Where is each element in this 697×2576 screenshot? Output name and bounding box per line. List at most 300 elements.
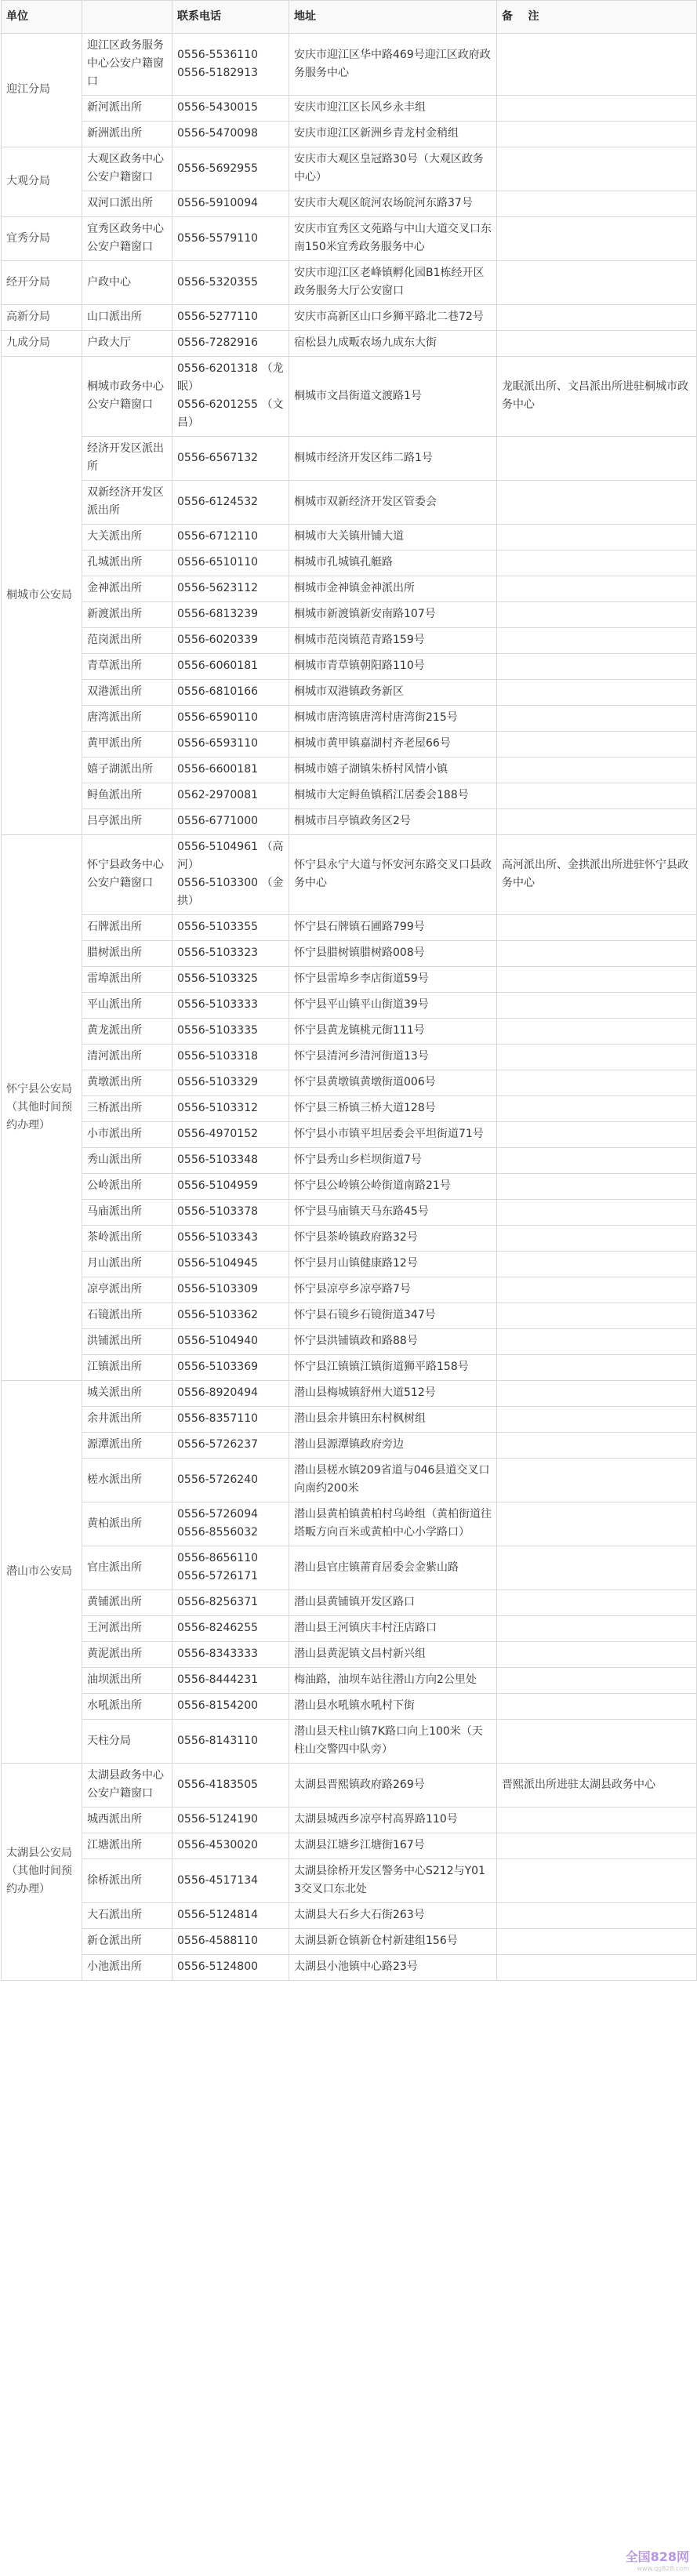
address-cell: 怀宁县马庙镇天马东路45号: [289, 1200, 497, 1226]
station-cell: 双河口派出所: [82, 191, 172, 217]
phone-cell: 0556-5103333: [172, 993, 289, 1019]
station-cell: 经济开发区派出所: [82, 437, 172, 481]
table-row: [2, 1433, 697, 1459]
address-cell: 潜山县水吼镇水吼村下街: [289, 1694, 497, 1720]
station-cell: 马庙派出所: [82, 1200, 172, 1226]
table-row: [2, 1903, 697, 1929]
table-row: [2, 602, 697, 628]
address-cell: 潜山县槎水镇209省道与046县道交叉口向南约200米: [289, 1459, 497, 1502]
address-cell: 安庆市高新区山口乡狮平路北二巷72号: [289, 305, 497, 331]
station-cell: 凉亭派出所: [82, 1277, 172, 1303]
table-row: [2, 1929, 697, 1955]
note-cell-empty: [497, 993, 697, 1019]
address-cell: 潜山县黄柏镇黄柏村乌岭组（黄柏街道往塔畈方向百米或黄柏中心小学路口）: [289, 1502, 497, 1546]
table-row: [2, 1355, 697, 1381]
station-cell: 大关派出所: [82, 525, 172, 550]
table-row: [2, 525, 697, 550]
note-cell-empty: [497, 1122, 697, 1148]
table-row: [2, 783, 697, 809]
phone-cell: 0556-5692955: [172, 147, 289, 191]
note-cell-empty: [497, 1096, 697, 1122]
table-row: [2, 1096, 697, 1122]
table-row: [2, 1277, 697, 1303]
phone-cell: 0556-8656110 0556-5726171: [172, 1546, 289, 1590]
table-row: [2, 1019, 697, 1045]
table-row: [2, 437, 697, 481]
phone-cell: 0556-5103343: [172, 1226, 289, 1252]
phone-cell: 0556-5103369: [172, 1355, 289, 1381]
address-cell: 太湖县新仓镇新仓村新建组156号: [289, 1929, 497, 1955]
station-cell: 城关派出所: [82, 1381, 172, 1407]
table-row: [2, 331, 697, 357]
note-cell-empty: [497, 941, 697, 967]
address-cell: 桐城市大定鲟鱼镇稻江居委会188号: [289, 783, 497, 809]
note-cell: 龙眠派出所、文昌派出所进驻桐城市政务中心: [497, 357, 697, 437]
station-cell: 小市派出所: [82, 1122, 172, 1148]
station-cell: 户政中心: [82, 261, 172, 305]
address-cell: 桐城市唐湾镇唐湾村唐湾街215号: [289, 706, 497, 732]
table-row: [2, 993, 697, 1019]
note-cell-empty: [497, 1642, 697, 1668]
address-cell: 太湖县小池镇中心路23号: [289, 1955, 497, 1981]
table-row: [2, 96, 697, 122]
table-row: [2, 1226, 697, 1252]
phone-cell: 0556-5320355: [172, 261, 289, 305]
station-cell: 清河派出所: [82, 1045, 172, 1070]
unit-cell: 大观分局: [2, 147, 82, 217]
station-cell: 徐桥派出所: [82, 1859, 172, 1903]
table-row: [2, 261, 697, 305]
table-header-row: [2, 1, 697, 34]
station-cell: 新洲派出所: [82, 122, 172, 147]
address-cell: 潜山县黄铺镇开发区路口: [289, 1590, 497, 1616]
phone-cell: 0556-5103323: [172, 941, 289, 967]
table-row: [2, 481, 697, 525]
table-row: [2, 1502, 697, 1546]
note-cell-empty: [497, 1303, 697, 1329]
phone-cell: 0556-5104959: [172, 1174, 289, 1200]
address-cell: 桐城市大关镇卅铺大道: [289, 525, 497, 550]
phone-cell: 0556-5103318: [172, 1045, 289, 1070]
address-cell: 安庆市迎江区老峰镇孵化园B1栋经开区政务服务大厅公安窗口: [289, 261, 497, 305]
station-cell: 三桥派出所: [82, 1096, 172, 1122]
note-cell-empty: [497, 122, 697, 147]
header-station: [82, 1, 172, 34]
address-cell: 怀宁县石牌镇石圃路799号: [289, 915, 497, 941]
station-cell: 余井派出所: [82, 1407, 172, 1433]
note-cell-empty: [497, 437, 697, 481]
table-row: [2, 1616, 697, 1642]
unit-cell: 怀宁县公安局（其他时间预约办理）: [2, 835, 82, 1381]
note-cell-empty: [497, 1070, 697, 1096]
phone-cell: 0556-5103329: [172, 1070, 289, 1096]
station-cell: 天柱分局: [82, 1720, 172, 1764]
address-cell: 潜山县官庄镇莆育居委会金紫山路: [289, 1546, 497, 1590]
unit-cell: 潜山市公安局: [2, 1381, 82, 1764]
address-cell: 潜山县黄泥镇文昌村新兴组: [289, 1642, 497, 1668]
station-cell: 新仓派出所: [82, 1929, 172, 1955]
table-row: [2, 550, 697, 576]
address-cell: 怀宁县平山镇平山街道39号: [289, 993, 497, 1019]
note-cell-empty: [497, 758, 697, 783]
table-row: [2, 1252, 697, 1277]
note-cell-empty: [497, 1668, 697, 1694]
phone-cell: 0556-6813239: [172, 602, 289, 628]
address-cell: 桐城市双新经济开发区管委会: [289, 481, 497, 525]
note-cell-empty: [497, 1833, 697, 1859]
table-row: [2, 576, 697, 602]
note-cell-empty: [497, 217, 697, 261]
note-cell-empty: [497, 1226, 697, 1252]
note-cell-empty: [497, 1546, 697, 1590]
address-cell: 潜山县梅城镇舒州大道512号: [289, 1381, 497, 1407]
note-cell-empty: [497, 525, 697, 550]
table-row: [2, 1642, 697, 1668]
address-cell: 宿松县九成畈农场九成东大街: [289, 331, 497, 357]
station-cell: 洪铺派出所: [82, 1329, 172, 1355]
table-row: [2, 1764, 697, 1808]
table-row: [2, 1859, 697, 1903]
note-cell-empty: [497, 706, 697, 732]
phone-cell: 0556-5103312: [172, 1096, 289, 1122]
station-cell: 双新经济开发区派出所: [82, 481, 172, 525]
address-cell: 桐城市孔城镇孔艇路: [289, 550, 497, 576]
address-cell: 怀宁县黄墩镇黄墩街道006号: [289, 1070, 497, 1096]
note-cell-empty: [497, 967, 697, 993]
table-row: [2, 835, 697, 915]
note-cell-empty: [497, 576, 697, 602]
table-body: [2, 34, 697, 1981]
note-cell-empty: [497, 331, 697, 357]
note-cell-empty: [497, 481, 697, 525]
address-cell: 怀宁县清河乡清河街道13号: [289, 1045, 497, 1070]
note-cell-empty: [497, 1174, 697, 1200]
unit-cell: 高新分局: [2, 305, 82, 331]
station-cell: 嬉子湖派出所: [82, 758, 172, 783]
table-row: [2, 305, 697, 331]
station-cell: 大石派出所: [82, 1903, 172, 1929]
note-cell-empty: [497, 34, 697, 96]
table-row: [2, 122, 697, 147]
unit-cell: 经开分局: [2, 261, 82, 305]
address-cell: 怀宁县永宁大道与怀安河东路交叉口县政务中心: [289, 835, 497, 915]
unit-cell: 九成分局: [2, 331, 82, 357]
note-cell-empty: [497, 1590, 697, 1616]
station-cell: 桐城市政务中心公安户籍窗口: [82, 357, 172, 437]
address-cell: 潜山县源潭镇政府旁边: [289, 1433, 497, 1459]
table-row: [2, 1720, 697, 1764]
table-row: [2, 1329, 697, 1355]
station-cell: 水吼派出所: [82, 1694, 172, 1720]
note-cell-empty: [497, 1200, 697, 1226]
note-cell-empty: [497, 1045, 697, 1070]
phone-cell: 0556-5726237: [172, 1433, 289, 1459]
phone-cell: 0556-4183505: [172, 1764, 289, 1808]
phone-cell: 0556-8256371: [172, 1590, 289, 1616]
phone-cell: 0556-6020339: [172, 628, 289, 654]
address-cell: 桐城市经济开发区纬二路1号: [289, 437, 497, 481]
note-cell-empty: [497, 1694, 697, 1720]
note-cell-empty: [497, 1502, 697, 1546]
phone-cell: 0556-5910094: [172, 191, 289, 217]
phone-cell: 0556-8246255: [172, 1616, 289, 1642]
phone-cell: 0556-5623112: [172, 576, 289, 602]
note-cell-empty: [497, 1720, 697, 1764]
phone-cell: 0556-5430015: [172, 96, 289, 122]
phone-cell: 0556-6593110: [172, 732, 289, 758]
address-cell: 怀宁县江镇镇江镇街道狮平路158号: [289, 1355, 497, 1381]
phone-cell: 0556-5104961 （高河） 0556-5103300 （金拱）: [172, 835, 289, 915]
table-row: [2, 1122, 697, 1148]
phone-cell: 0556-5103355: [172, 915, 289, 941]
phone-cell: 0556-5726240: [172, 1459, 289, 1502]
phone-cell: 0556-4588110: [172, 1929, 289, 1955]
phone-cell: 0556-8357110: [172, 1407, 289, 1433]
phone-cell: 0556-4530020: [172, 1833, 289, 1859]
table-row: [2, 1407, 697, 1433]
address-cell: 桐城市新渡镇新安南路107号: [289, 602, 497, 628]
station-cell: 石牌派出所: [82, 915, 172, 941]
note-cell-empty: [497, 1433, 697, 1459]
note-cell-empty: [497, 1955, 697, 1981]
police-directory-table: [1, 0, 697, 1981]
table-row: [2, 34, 697, 96]
address-cell: 怀宁县黄龙镇桃元街111号: [289, 1019, 497, 1045]
note-cell-empty: [497, 1808, 697, 1833]
address-cell: 太湖县城西乡凉亭村高界路110号: [289, 1808, 497, 1833]
phone-cell: 0556-8143110: [172, 1720, 289, 1764]
table-row: [2, 628, 697, 654]
phone-cell: 0556-6771000: [172, 809, 289, 835]
phone-cell: 0556-8343333: [172, 1642, 289, 1668]
station-cell: 王河派出所: [82, 1616, 172, 1642]
address-cell: 怀宁县茶岭镇政府路32号: [289, 1226, 497, 1252]
phone-cell: 0556-5536110 0556-5182913: [172, 34, 289, 96]
address-cell: 怀宁县三桥镇三桥大道128号: [289, 1096, 497, 1122]
note-cell-empty: [497, 1407, 697, 1433]
table-row: [2, 915, 697, 941]
phone-cell: 0556-6810166: [172, 680, 289, 706]
unit-cell: 宜秀分局: [2, 217, 82, 261]
station-cell: 槎水派出所: [82, 1459, 172, 1502]
note-cell-empty: [497, 1859, 697, 1903]
station-cell: 江塘派出所: [82, 1833, 172, 1859]
address-cell: 安庆市迎江区长风乡永丰组: [289, 96, 497, 122]
address-cell: 怀宁县雷埠乡李店街道59号: [289, 967, 497, 993]
unit-cell: 迎江分局: [2, 34, 82, 147]
phone-cell: 0556-6590110: [172, 706, 289, 732]
header-phone: 联系电话: [172, 1, 289, 34]
address-cell: 怀宁县腊树镇腊树路008号: [289, 941, 497, 967]
note-cell-empty: [497, 147, 697, 191]
phone-cell: 0556-5103348: [172, 1148, 289, 1174]
phone-cell: 0556-6510110: [172, 550, 289, 576]
phone-cell: 0556-6567132: [172, 437, 289, 481]
address-cell: 桐城市吕亭镇政务区2号: [289, 809, 497, 835]
address-cell: 潜山县余井镇田东村枫树组: [289, 1407, 497, 1433]
note-cell-empty: [497, 1616, 697, 1642]
note-cell-empty: [497, 915, 697, 941]
phone-cell: 0556-5103362: [172, 1303, 289, 1329]
table-row: [2, 680, 697, 706]
note-cell-empty: [497, 1459, 697, 1502]
station-cell: 迎江区政务服务中心公安户籍窗口: [82, 34, 172, 96]
table-row: [2, 1694, 697, 1720]
table-row: [2, 1200, 697, 1226]
address-cell: 潜山县天柱山镇7K路口向上100米（天柱山交警四中队旁）: [289, 1720, 497, 1764]
table-row: [2, 217, 697, 261]
station-cell: 新渡派出所: [82, 602, 172, 628]
phone-cell: 0556-7282916: [172, 331, 289, 357]
table-row: [2, 654, 697, 680]
station-cell: 太湖县政务中心公安户籍窗口: [82, 1764, 172, 1808]
unit-cell: 桐城市公安局: [2, 357, 82, 835]
phone-cell: 0556-6124532: [172, 481, 289, 525]
note-cell-empty: [497, 783, 697, 809]
address-cell: 安庆市宜秀区文苑路与中山大道交叉口东南150米宜秀政务服务中心: [289, 217, 497, 261]
note-cell-empty: [497, 305, 697, 331]
address-cell: 安庆市迎江区华中路469号迎江区政府政务服务中心: [289, 34, 497, 96]
station-cell: 秀山派出所: [82, 1148, 172, 1174]
address-cell: 桐城市文昌街道文渡路1号: [289, 357, 497, 437]
station-cell: 公岭派出所: [82, 1174, 172, 1200]
station-cell: 油坝派出所: [82, 1668, 172, 1694]
header-address: 地址: [289, 1, 497, 34]
note-cell-empty: [497, 1329, 697, 1355]
station-cell: 户政大厅: [82, 331, 172, 357]
note-cell-empty: [497, 1903, 697, 1929]
station-cell: 黄泥派出所: [82, 1642, 172, 1668]
station-cell: 青草派出所: [82, 654, 172, 680]
table-row: [2, 732, 697, 758]
phone-cell: 0556-5124800: [172, 1955, 289, 1981]
phone-cell: 0556-5579110: [172, 217, 289, 261]
note-cell-empty: [497, 191, 697, 217]
station-cell: 黄铺派出所: [82, 1590, 172, 1616]
table-row: [2, 1303, 697, 1329]
table-row: [2, 809, 697, 835]
table-row: [2, 1148, 697, 1174]
table-row: [2, 1668, 697, 1694]
station-cell: 孔城派出所: [82, 550, 172, 576]
station-cell: 黄墩派出所: [82, 1070, 172, 1096]
phone-cell: 0556-5124814: [172, 1903, 289, 1929]
phone-cell: 0556-5103309: [172, 1277, 289, 1303]
watermark-brand: 全国828网: [625, 2549, 689, 2564]
note-cell-empty: [497, 261, 697, 305]
station-cell: 鲟鱼派出所: [82, 783, 172, 809]
station-cell: 腊树派出所: [82, 941, 172, 967]
table-row: [2, 1590, 697, 1616]
unit-cell: 太湖县公安局（其他时间预约办理）: [2, 1764, 82, 1981]
station-cell: 茶岭派出所: [82, 1226, 172, 1252]
address-cell: 怀宁县秀山乡栏坝街道7号: [289, 1148, 497, 1174]
address-cell: 太湖县晋熙镇政府路269号: [289, 1764, 497, 1808]
station-cell: 黄龙派出所: [82, 1019, 172, 1045]
note-cell-empty: [497, 1381, 697, 1407]
station-cell: 大观区政务中心公安户籍窗口: [82, 147, 172, 191]
table-row: [2, 1174, 697, 1200]
address-cell: 怀宁县公岭镇公岭街道南路21号: [289, 1174, 497, 1200]
note-cell-empty: [497, 1929, 697, 1955]
station-cell: 城西派出所: [82, 1808, 172, 1833]
phone-cell: 0556-6201318 （龙眠） 0556-6201255 （文昌）: [172, 357, 289, 437]
note-cell-empty: [497, 809, 697, 835]
note-cell-empty: [497, 96, 697, 122]
note-cell-empty: [497, 1019, 697, 1045]
address-cell: 太湖县江塘乡江塘街167号: [289, 1833, 497, 1859]
phone-cell: 0556-8154200: [172, 1694, 289, 1720]
note-cell: 高河派出所、金拱派出所进驻怀宁县政务中心: [497, 835, 697, 915]
phone-cell: 0556-8920494: [172, 1381, 289, 1407]
table-row: [2, 1070, 697, 1096]
phone-cell: 0556-5103325: [172, 967, 289, 993]
address-cell: 安庆市迎江区新洲乡青龙村金稍组: [289, 122, 497, 147]
station-cell: 吕亭派出所: [82, 809, 172, 835]
station-cell: 石镜派出所: [82, 1303, 172, 1329]
note-cell-empty: [497, 680, 697, 706]
station-cell: 黄柏派出所: [82, 1502, 172, 1546]
address-cell: 太湖县大石乡大石街263号: [289, 1903, 497, 1929]
note-cell-empty: [497, 1252, 697, 1277]
address-cell: 怀宁县月山镇健康路12号: [289, 1252, 497, 1277]
phone-cell: 0556-5277110: [172, 305, 289, 331]
address-cell: 桐城市金神镇金神派出所: [289, 576, 497, 602]
station-cell: 范岗派出所: [82, 628, 172, 654]
address-cell: 桐城市嬉子湖镇朱桥村风情小镇: [289, 758, 497, 783]
phone-cell: 0556-5104940: [172, 1329, 289, 1355]
phone-cell: 0556-5103378: [172, 1200, 289, 1226]
address-cell: 潜山县王河镇庆丰村汪店路口: [289, 1616, 497, 1642]
table-row: [2, 357, 697, 437]
phone-cell: 0556-6712110: [172, 525, 289, 550]
station-cell: 双港派出所: [82, 680, 172, 706]
table-row: [2, 758, 697, 783]
station-cell: 金神派出所: [82, 576, 172, 602]
table-row: [2, 1808, 697, 1833]
note-cell-empty: [497, 550, 697, 576]
station-cell: 宜秀区政务中心公安户籍窗口: [82, 217, 172, 261]
address-cell: 桐城市范岗镇范青路159号: [289, 628, 497, 654]
table-row: [2, 967, 697, 993]
phone-cell: 0556-5726094 0556-8556032: [172, 1502, 289, 1546]
station-cell: 黄甲派出所: [82, 732, 172, 758]
note-cell-empty: [497, 602, 697, 628]
note-cell-empty: [497, 732, 697, 758]
station-cell: 雷埠派出所: [82, 967, 172, 993]
address-cell: 怀宁县洪铺镇政和路88号: [289, 1329, 497, 1355]
address-cell: 桐城市黄甲镇嘉湖村齐老屋66号: [289, 732, 497, 758]
station-cell: 平山派出所: [82, 993, 172, 1019]
watermark-logo: [626, 2547, 689, 2572]
table-row: [2, 1381, 697, 1407]
address-cell: 梅油路，油坝车站往潜山方向2公里处: [289, 1668, 497, 1694]
station-cell: 山口派出所: [82, 305, 172, 331]
note-cell-empty: [497, 1355, 697, 1381]
table-row: [2, 1833, 697, 1859]
table-row: [2, 941, 697, 967]
station-cell: 源潭派出所: [82, 1433, 172, 1459]
table-row: [2, 147, 697, 191]
address-cell: 怀宁县小市镇平坦居委会平坦街道71号: [289, 1122, 497, 1148]
table-row: [2, 1045, 697, 1070]
watermark-site: www.qg828.com: [637, 2565, 689, 2572]
phone-cell: 0556-5104945: [172, 1252, 289, 1277]
header-note: 备 注: [497, 1, 697, 34]
address-cell: 桐城市双港镇政务新区: [289, 680, 497, 706]
station-cell: 唐湾派出所: [82, 706, 172, 732]
note-cell-empty: [497, 654, 697, 680]
